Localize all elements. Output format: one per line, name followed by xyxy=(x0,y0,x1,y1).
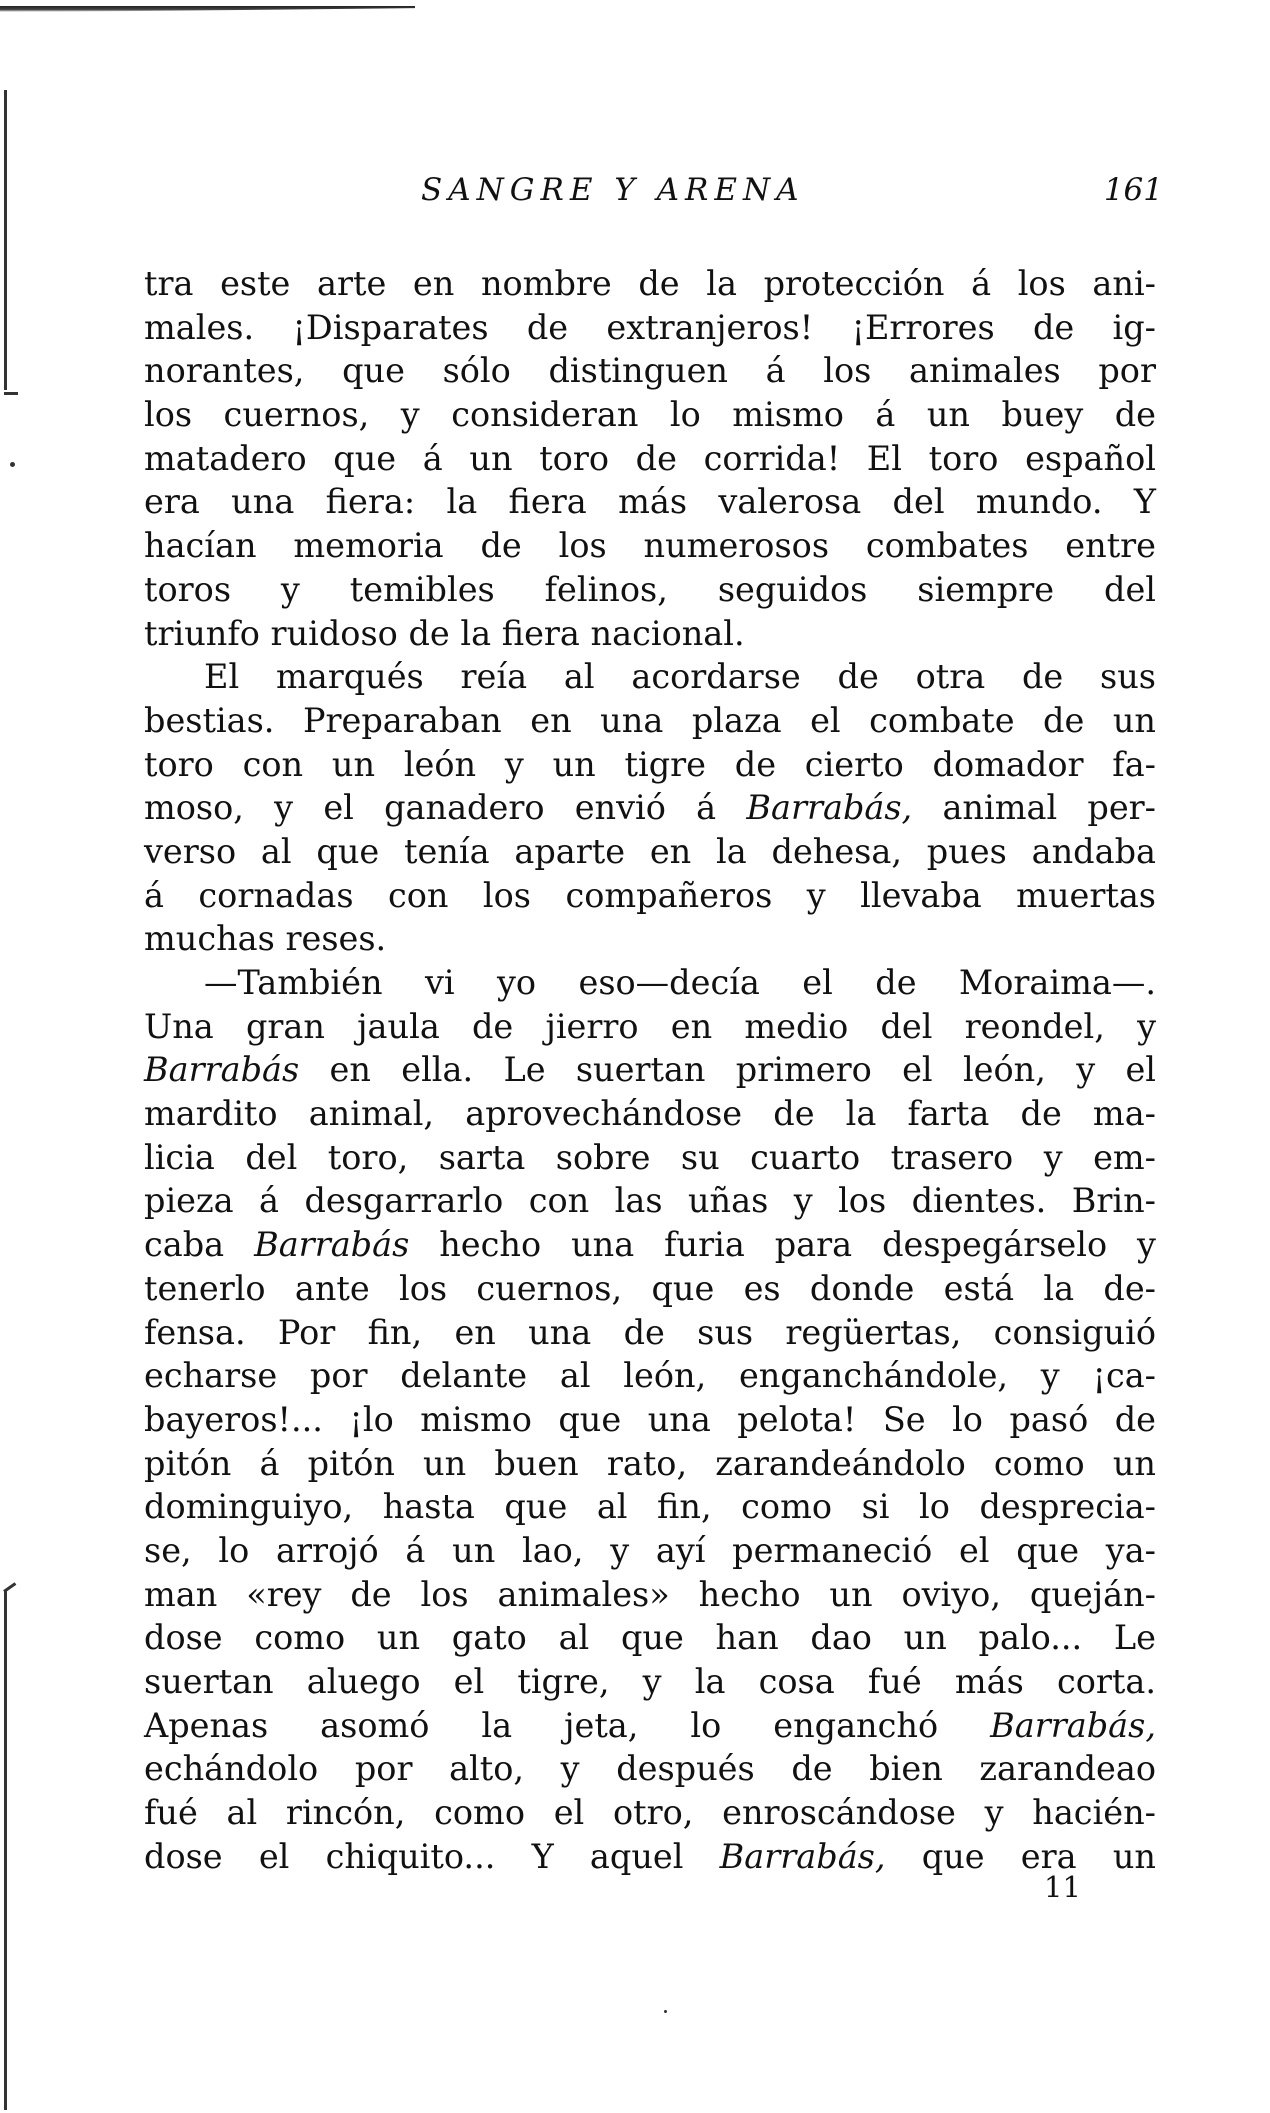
scan-edge-mark xyxy=(3,1582,16,1592)
text-line: males. ¡Disparates de extranjeros! ¡Errores de ig- xyxy=(144,307,1156,347)
text-line: echándolo por alto, y después de bien zarandeao xyxy=(144,1749,1156,1789)
scan-edge-mark xyxy=(4,90,7,390)
scan-speck xyxy=(664,2010,667,2013)
text-line: tenerlo ante los cuernos, que es donde está la de- xyxy=(144,1268,1156,1308)
text-run: en ella. Le suertan primero el león, y el xyxy=(299,1050,1156,1090)
text-line: mardito animal, aprovechándose de la farta de ma- xyxy=(144,1094,1156,1134)
text-run: animal per- xyxy=(912,788,1156,828)
running-head xyxy=(147,170,1163,210)
text-line xyxy=(144,1223,1156,1267)
text-run: caba xyxy=(144,1225,255,1265)
text-line: —También vi yo eso—decía el de Moraima—. xyxy=(204,963,1156,1002)
text-line: matadero que á un toro de corrida! El toro español xyxy=(144,438,1156,478)
text-line: triunfo ruidoso de la fiera nacional. xyxy=(144,613,745,653)
text-line xyxy=(144,1048,1156,1092)
text-line: Una gran jaula de jierro en medio del reondel, y xyxy=(144,1006,1156,1046)
body-text xyxy=(144,262,1156,1878)
text-line: dose como un gato al que han dao un palo... Le xyxy=(144,1618,1156,1658)
italic-name: Barrabás, xyxy=(990,1705,1156,1745)
text-run: dose el chiquito... Y aquel xyxy=(144,1836,720,1876)
text-line: hacían memoria de los numerosos combates entre xyxy=(144,526,1156,566)
running-title: SANGRE Y ARENA xyxy=(421,172,805,208)
text-run: moso, y el ganadero envió á xyxy=(144,788,747,828)
text-line: los cuernos, y consideran lo mismo á un buey de xyxy=(144,395,1156,435)
text-line: muchas reses. xyxy=(144,919,387,959)
text-line: norantes, que sólo distinguen á los animales por xyxy=(144,351,1156,391)
page-number: 161 xyxy=(1103,172,1163,208)
text-line: suertan aluego el tigre, y la cosa fué más corta. xyxy=(144,1662,1156,1701)
text-line: licia del toro, sarta sobre su cuarto trasero y em- xyxy=(144,1137,1156,1177)
text-line: bayeros!... ¡lo mismo que una pelota! Se lo pasó de xyxy=(144,1399,1156,1439)
scan-edge-mark xyxy=(0,6,415,12)
scan-edge-mark xyxy=(4,1590,7,2110)
italic-name: Barrabás, xyxy=(719,1836,886,1876)
text-line: El marqués reía al acordarse de otra de sus xyxy=(204,657,1156,697)
text-line: pitón á pitón un buen rato, zarandeándolo como un xyxy=(144,1443,1156,1483)
text-line xyxy=(144,1835,1156,1879)
text-line: bestias. Preparaban en una plaza el combate de un xyxy=(144,700,1156,740)
signature-mark: 11 xyxy=(1044,1870,1081,1904)
text-line: á cornadas con los compañeros y llevaba muertas xyxy=(144,875,1156,915)
italic-name: Barrabás, xyxy=(746,788,913,828)
scan-speck xyxy=(10,462,15,467)
text-run: que era un xyxy=(885,1836,1156,1876)
text-run: Apenas asomó la jeta, lo enganchó xyxy=(144,1705,991,1745)
text-line: fué al rincón, como el otro, enroscándose y hacién- xyxy=(144,1793,1156,1833)
text-line: verso al que tenía aparte en la dehesa, pues andaba xyxy=(144,831,1156,871)
text-line: tra este arte en nombre de la protección á los ani- xyxy=(144,264,1156,303)
text-line: fensa. Por fin, en una de sus regüertas, consiguió xyxy=(144,1312,1156,1352)
text-line: toro con un león y un tigre de cierto domador fa- xyxy=(144,744,1156,784)
text-run: hecho una furia para despegárselo y xyxy=(409,1225,1156,1265)
text-line: dominguiyo, hasta que al fin, como si lo desprecia- xyxy=(144,1487,1156,1527)
text-line: man «rey de los animales» hecho un oviyo, queján- xyxy=(144,1574,1156,1614)
text-line xyxy=(144,1704,1156,1748)
text-line: echarse por delante al león, enganchándole, y ¡ca- xyxy=(144,1356,1156,1396)
scan-edge-mark xyxy=(4,392,18,395)
italic-name: Barrabás xyxy=(144,1050,300,1090)
text-line xyxy=(144,786,1156,830)
text-line: era una fiera: la fiera más valerosa del mundo. Y xyxy=(144,482,1156,522)
text-line: se, lo arrojó á un lao, y ayí permaneció el que ya- xyxy=(144,1530,1156,1570)
text-line: toros y temibles felinos, seguidos siempre del xyxy=(144,569,1156,609)
text-line: pieza á desgarrarlo con las uñas y los dientes. Brin- xyxy=(144,1181,1156,1221)
italic-name: Barrabás xyxy=(254,1225,410,1265)
